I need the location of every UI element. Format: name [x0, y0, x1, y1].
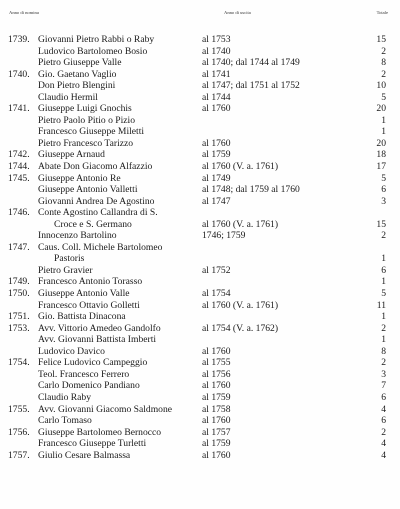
name-cell: Giovanni Pietro Rabbi o Raby [38, 34, 155, 45]
list-item [8, 184, 388, 196]
year-cell: 1755. [8, 403, 30, 415]
list-item [8, 450, 388, 462]
name-cell: Francesco Giuseppe Turletti [38, 438, 147, 450]
office-cell: al 1760 (V. a. 1761) [202, 161, 279, 173]
total-cell: 8 [381, 345, 386, 357]
list-item [8, 438, 388, 450]
name-cell: Claudio Hermil [38, 91, 98, 103]
year-cell: 1756. [8, 426, 30, 438]
list-item [8, 69, 388, 81]
list-item [8, 346, 388, 358]
office-cell: al 1759 [202, 149, 231, 161]
column-header-year: Anno di nomina [9, 10, 39, 15]
total-cell: 1 [381, 334, 386, 346]
name-cell: Giuseppe Luigi Gnochis [38, 103, 132, 115]
office-cell: al 1760 [202, 345, 231, 357]
name-cell: Innocenzo Bartolino [38, 230, 117, 242]
name-cell: Pietro Giuseppe Valle [38, 57, 122, 69]
total-cell: 4 [381, 403, 386, 415]
year-cell: 1742. [8, 149, 30, 161]
list-item [8, 300, 388, 312]
list-item [8, 92, 388, 104]
name-cell: Giuseppe Antonio Valletti [38, 184, 138, 196]
list-item [8, 126, 388, 138]
total-cell: 4 [381, 449, 386, 461]
list-item [8, 427, 388, 439]
list-item [8, 323, 388, 335]
column-header-total: Totale [376, 10, 388, 15]
name-cell: Avv. Giovanni Battista Imberti [38, 334, 157, 346]
year-cell: 1746. [8, 207, 30, 219]
list-item [8, 276, 388, 288]
list-item [8, 392, 388, 404]
total-cell: 2 [381, 68, 386, 80]
office-cell: al 1744 [202, 91, 231, 103]
office-cell: al 1747; dal 1751 al 1752 [202, 80, 300, 92]
list-item [8, 219, 388, 231]
name-cell: Ludovico Davico [38, 345, 105, 357]
office-cell: al 1748; dal 1759 al 1760 [202, 184, 300, 196]
list-item [8, 149, 388, 161]
list-item [8, 242, 388, 254]
name-cell: Carlo Domenico Pandiano [38, 380, 140, 392]
total-cell: 17 [376, 161, 386, 173]
total-cell: 1 [381, 311, 386, 323]
list-item [8, 288, 388, 300]
office-cell: al 1740 [202, 45, 231, 57]
list-item [8, 404, 388, 416]
total-cell: 3 [381, 195, 386, 207]
name-cell: Claudio Raby [38, 391, 92, 403]
name-cell: Teol. Francesco Ferrero [38, 368, 130, 380]
name-cell: Francesco Giuseppe Miletti [38, 126, 145, 138]
total-cell: 6 [381, 184, 386, 196]
year-cell: 1739. [8, 34, 30, 45]
office-cell: al 1747 [202, 195, 231, 207]
name-cell: Giuseppe Bartolomeo Bernocco [38, 426, 162, 438]
name-cell: Pietro Gravier [38, 264, 93, 276]
list-item [8, 80, 388, 92]
name-cell: Gio. Battista Dinacona [38, 311, 126, 323]
list-item [8, 207, 388, 219]
year-cell: 1753. [8, 322, 30, 334]
list-item [8, 115, 388, 127]
office-cell: 1746; 1759 [202, 230, 246, 242]
total-cell: 2 [381, 322, 386, 334]
total-cell: 2 [381, 357, 386, 369]
list-item [8, 173, 388, 185]
list-item [8, 253, 388, 265]
name-cell: Giulio Cesare Balmassa [38, 449, 131, 461]
total-cell: 4 [381, 438, 386, 450]
name-cell: Pietro Francesco Tarizzo [38, 137, 134, 149]
total-cell: 1 [381, 126, 386, 138]
total-cell: 20 [376, 103, 386, 115]
list-item [8, 138, 388, 150]
list-item [8, 46, 388, 58]
list-item [8, 380, 388, 392]
list-item [8, 103, 388, 115]
total-cell: 1 [381, 276, 386, 288]
list-item [8, 415, 388, 427]
list-item [8, 311, 388, 323]
name-cell: Giuseppe Arnaud [38, 149, 105, 161]
total-cell: 2 [381, 45, 386, 57]
name-cell: Croce e S. Germano [54, 218, 132, 230]
office-cell: al 1759 [202, 438, 231, 450]
office-cell: al 1755 [202, 357, 231, 369]
total-cell: 2 [381, 230, 386, 242]
list-item [8, 357, 388, 369]
year-cell: 1740. [8, 68, 30, 80]
total-cell: 5 [381, 172, 386, 184]
name-cell: Pastoris [54, 253, 85, 265]
list-item [8, 334, 388, 346]
office-cell: al 1760 (V. a. 1761) [202, 299, 279, 311]
year-cell: 1751. [8, 311, 30, 323]
list-item [8, 369, 388, 381]
office-cell: al 1741 [202, 68, 231, 80]
year-cell: 1757. [8, 449, 30, 461]
name-cell: Conte Agostino Callandra di S. [38, 207, 158, 219]
office-cell: al 1760 (V. a. 1761) [202, 218, 279, 230]
year-cell: 1754. [8, 357, 30, 369]
name-cell: Francesco Ottavio Golletti [38, 299, 140, 311]
office-cell: al 1740; dal 1744 al 1749 [202, 57, 300, 69]
name-cell: Ludovico Bartolomeo Bosio [38, 45, 148, 57]
total-cell: 5 [381, 288, 386, 300]
total-cell: 18 [376, 149, 386, 161]
total-cell: 5 [381, 91, 386, 103]
name-cell: Gio. Gaetano Vaglio [38, 68, 117, 80]
office-cell: al 1749 [202, 172, 231, 184]
name-cell: Francesco Antonio Torasso [38, 276, 143, 288]
name-cell: Abate Don Giacomo Alfazzio [38, 161, 153, 173]
office-cell: al 1756 [202, 368, 231, 380]
list-item [8, 161, 388, 173]
column-header-office: Anno di uscita [224, 10, 251, 15]
total-cell: 11 [376, 299, 386, 311]
office-cell: al 1757 [202, 426, 231, 438]
list-item [8, 230, 388, 242]
total-cell: 20 [376, 137, 386, 149]
total-cell: 2 [381, 426, 386, 438]
total-cell: 6 [381, 391, 386, 403]
name-cell: Avv. Vittorio Amedeo Gandolfo [38, 322, 161, 334]
office-cell: al 1752 [202, 264, 231, 276]
name-cell: Avv. Giovanni Giacomo Saldmone [38, 403, 173, 415]
name-cell: Felice Ludovico Campeggio [38, 357, 148, 369]
office-cell: al 1760 [202, 449, 231, 461]
total-cell: 10 [376, 80, 386, 92]
year-cell: 1749. [8, 276, 30, 288]
total-cell: 7 [381, 380, 386, 392]
total-cell: 1 [381, 253, 386, 265]
office-cell: al 1760 [202, 380, 231, 392]
total-cell: 15 [376, 218, 386, 230]
year-cell: 1744. [8, 161, 30, 173]
year-cell: 1747. [8, 241, 30, 253]
name-cell: Don Pietro Blengini [38, 80, 116, 92]
year-cell: 1741. [8, 103, 30, 115]
total-cell: 6 [381, 415, 386, 427]
name-cell: Pietro Paolo Pitio o Pizio [38, 114, 136, 126]
name-cell: Giuseppe Antonio Valle [38, 288, 130, 300]
total-cell: 3 [381, 368, 386, 380]
office-cell: al 1758 [202, 403, 231, 415]
office-cell: al 1760 [202, 415, 231, 427]
register-list [8, 34, 388, 461]
total-cell: 8 [381, 57, 386, 69]
name-cell: Carlo Tomaso [38, 415, 92, 427]
name-cell: Giuseppe Antonio Re [38, 172, 121, 184]
list-item [8, 57, 388, 69]
office-cell: al 1760 [202, 137, 231, 149]
name-cell: Caus. Coll. Michele Bartolomeo [38, 241, 163, 253]
year-cell: 1745. [8, 172, 30, 184]
office-cell: al 1754 (V. a. 1762) [202, 322, 279, 334]
total-cell: 6 [381, 264, 386, 276]
list-item [8, 34, 388, 46]
list-item [8, 265, 388, 277]
office-cell: al 1754 [202, 288, 231, 300]
office-cell: al 1759 [202, 391, 231, 403]
office-cell: al 1760 [202, 103, 231, 115]
total-cell: 15 [376, 34, 386, 45]
total-cell: 1 [381, 114, 386, 126]
list-item [8, 196, 388, 208]
name-cell: Giovanni Andrea De Agostino [38, 195, 155, 207]
year-cell: 1750. [8, 288, 30, 300]
office-cell: al 1753 [202, 34, 231, 45]
